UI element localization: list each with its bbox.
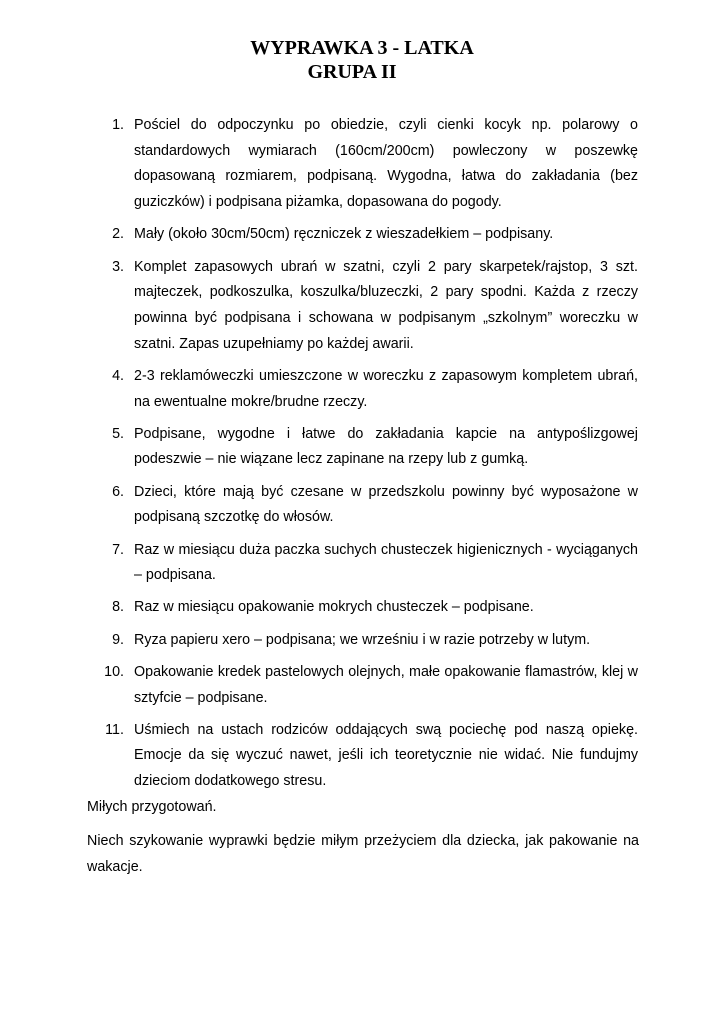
list-item-number: 10. xyxy=(104,663,124,680)
list-item-text: Mały (około 30cm/50cm) ręczniczek z wieszadełkiem – podpisany. xyxy=(134,226,554,243)
list-item-text: Opakowanie kredek pastelowych olejnych, małe opakowanie flamastrów, klej w sztyfcie – podpisane. xyxy=(134,663,638,706)
list-item xyxy=(90,255,638,358)
closing-greeting: Miłych przygotowań. xyxy=(87,799,217,815)
list-item xyxy=(90,628,638,654)
list-item xyxy=(90,595,638,621)
list-item xyxy=(90,718,638,795)
list-item xyxy=(90,660,638,711)
list-item-number: 6. xyxy=(112,483,124,500)
list-item-text: Komplet zapasowych ubrań w szatni, czyli 2 pary skarpetek/rajstop, 3 szt. majteczek, podkoszulka, koszulka/bluzeczki, 2 pary spodni. Każda z rzeczy powinna być podpisana i schowana w podpisanym „szkolnym” woreczku w szatni. Zapas uzupełniamy po każdej awarii. xyxy=(134,258,638,352)
list-item-text: Raz w miesiącu duża paczka suchych chusteczek higienicznych - wyciąganych – podpisana. xyxy=(134,541,638,584)
list-item-number: 5. xyxy=(112,425,124,442)
list-item-text: Podpisane, wygodne i łatwe do zakładania kapcie na antypoślizgowej podeszwie – nie wiązane lecz zapinane na rzepy lub z gumką. xyxy=(134,425,638,468)
list-item xyxy=(90,222,638,248)
list-item-number: 1. xyxy=(112,117,124,133)
list-item-number: 9. xyxy=(112,631,124,648)
document-title xyxy=(0,36,724,84)
list-item-text: Uśmiech na ustach rodziców oddających swą pociechę pod naszą opiekę. Emocje da się wyczuć nawet, jeśli ich teoretycznie nie widać. Nie fundujmy dzieciom dodatkowego stresu. xyxy=(134,721,638,790)
item-list xyxy=(90,113,638,801)
title-line-2: GRUPA II xyxy=(307,61,397,83)
closing-note: Niech szykowanie wyprawki będzie miłym przeżyciem dla dziecka, jak pakowanie na wakacje. xyxy=(87,833,639,875)
list-item-number: 4. xyxy=(112,367,124,384)
list-item-text: 2-3 reklamóweczki umieszczone w woreczku z zapasowym kompletem ubrań, na ewentualne mokre/brudne rzeczy. xyxy=(134,367,638,410)
title-line-1: WYPRAWKA 3 - LATKA xyxy=(250,37,474,59)
list-item-text: Pościel do odpoczynku po obiedzie, czyli cienki kocyk np. polarowy o standardowych wymiarach (160cm/200cm) powleczony w poszewkę dopasowaną rozmiarem, podpisaną. Wygodna, łatwa do zakładania (bez guziczków) i podpisana piżamka, dopasowana do pogody. xyxy=(134,117,638,211)
list-item-number: 7. xyxy=(112,541,124,558)
list-item-number: 3. xyxy=(112,258,124,275)
list-item xyxy=(90,113,638,216)
list-item xyxy=(90,364,638,415)
list-item-number: 8. xyxy=(112,599,124,616)
list-item xyxy=(90,422,638,473)
list-item xyxy=(90,480,638,531)
list-item xyxy=(90,538,638,589)
list-item-number: 2. xyxy=(112,226,124,243)
list-item-text: Dzieci, które mają być czesane w przedszkolu powinny być wyposażone w podpisaną szczotkę do włosów. xyxy=(134,483,638,526)
list-item-text: Raz w miesiącu opakowanie mokrych chusteczek – podpisane. xyxy=(134,599,534,616)
list-item-number: 11. xyxy=(105,721,124,738)
list-item-text: Ryza papieru xero – podpisana; we wrześniu i w razie potrzeby w lutym. xyxy=(134,631,591,648)
